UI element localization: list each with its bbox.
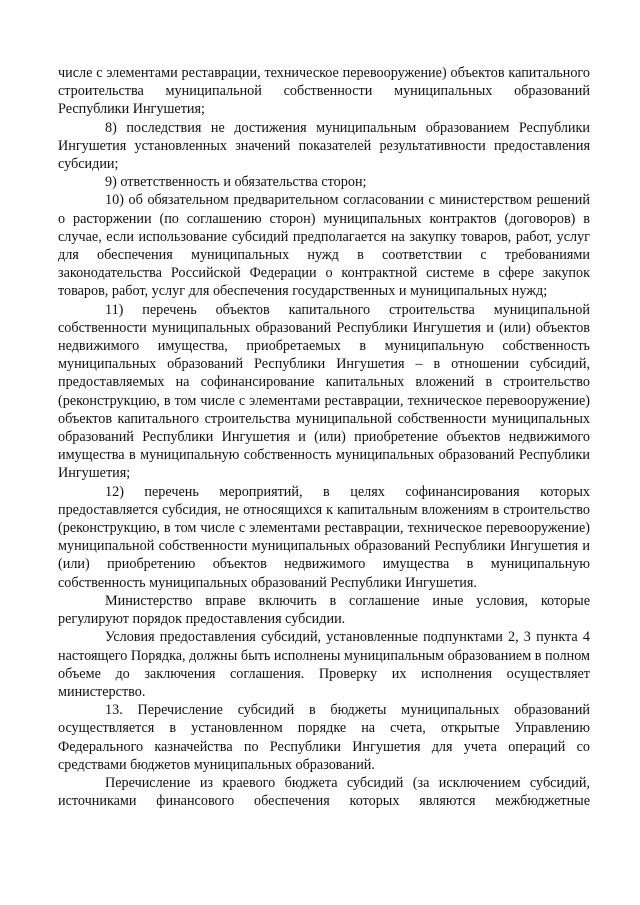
paragraph-item-10: 10) об обязательном предварительном согласовании с министерством решений о расторжении (по соглашению сторон) муниципальных контрактов (договоров) в случае, если использование субсидий предполагается на закупку товаров, работ, услуг для обеспечения муниципальных нужд в соответствии с требованиями законодательства Российской Федерации о контрактной системе в сфере закупок товаров, работ, услуг для обеспечения государственных и муниципальных нужд; <box>58 192 590 300</box>
paragraph-item-8: 8) последствия не достижения муниципальным образованием Республики Ингушетия установленных значений показателей результативности предоставления субсидии; <box>58 119 590 173</box>
paragraph-item-9: 9) ответственность и обязательства сторон; <box>105 174 367 191</box>
paragraph-item-11: 11) перечень объектов капитального строительства муниципальной собственности муниципальных образований Республики Ингушетия и (или) объектов недвижимого имущества, приобретаемых в муниципальную собственность муниципальных образований Республики Ингушетия – в отношении субсидий, предоставляемых на софинансирование капитальных вложений в строительство (реконструкцию, в том числе с элементами реставрации, техническое перевооружение) объектов капитального строительства муниципальной собственности муниципальных образований Республики Ингушетия и (или) приобретение объектов недвижимого имущества в муниципальную собственность муниципальных образований Республики Ингушетия; <box>58 301 590 482</box>
paragraph-item-12: 12) перечень мероприятий, в целях софинансирования которых предоставляется субсидия, не относящихся к капитальным вложениям в строительство (реконструкцию, в том числе с элементами реставрации, техническое перевооружение) муниципальной собственности муниципальных образований Республики Ингушетия и (или) приобретению объектов недвижимого имущества в муниципальную собственность муниципальных образований Республики Ингушетия. <box>58 483 590 591</box>
paragraph-conditions-fulfillment: Условия предоставления субсидий, установленные подпунктами 2, 3 пункта 4 настоящего Порядка, должны быть исполнены муниципальным образованием в полном объеме до заключения соглашения. Проверку их исполнения осуществляет министерство. <box>58 629 590 700</box>
paragraph-item-13: 13. Перечисление субсидий в бюджеты муниципальных образований осуществляется в установленном порядке на счета, открытые Управлению Федерального казначейства по Республики Ингушетия для учета операций со средствами бюджетов муниципальных образований. <box>58 702 590 773</box>
document-body <box>58 64 590 810</box>
paragraph-continuation: числе с элементами реставрации, техническое перевооружение) объектов капитального строительства муниципальной собственности муниципальных образований Республики Ингушетия; <box>58 65 590 118</box>
paragraph-ministry-conditions: Министерство вправе включить в соглашение иные условия, которые регулируют порядок предоставления субсидии. <box>58 592 590 628</box>
paragraph-transfer: Перечисление из краевого бюджета субсидий (за исключением субсидий, источниками финансового обеспечения которых являются межбюджетные <box>58 774 590 810</box>
